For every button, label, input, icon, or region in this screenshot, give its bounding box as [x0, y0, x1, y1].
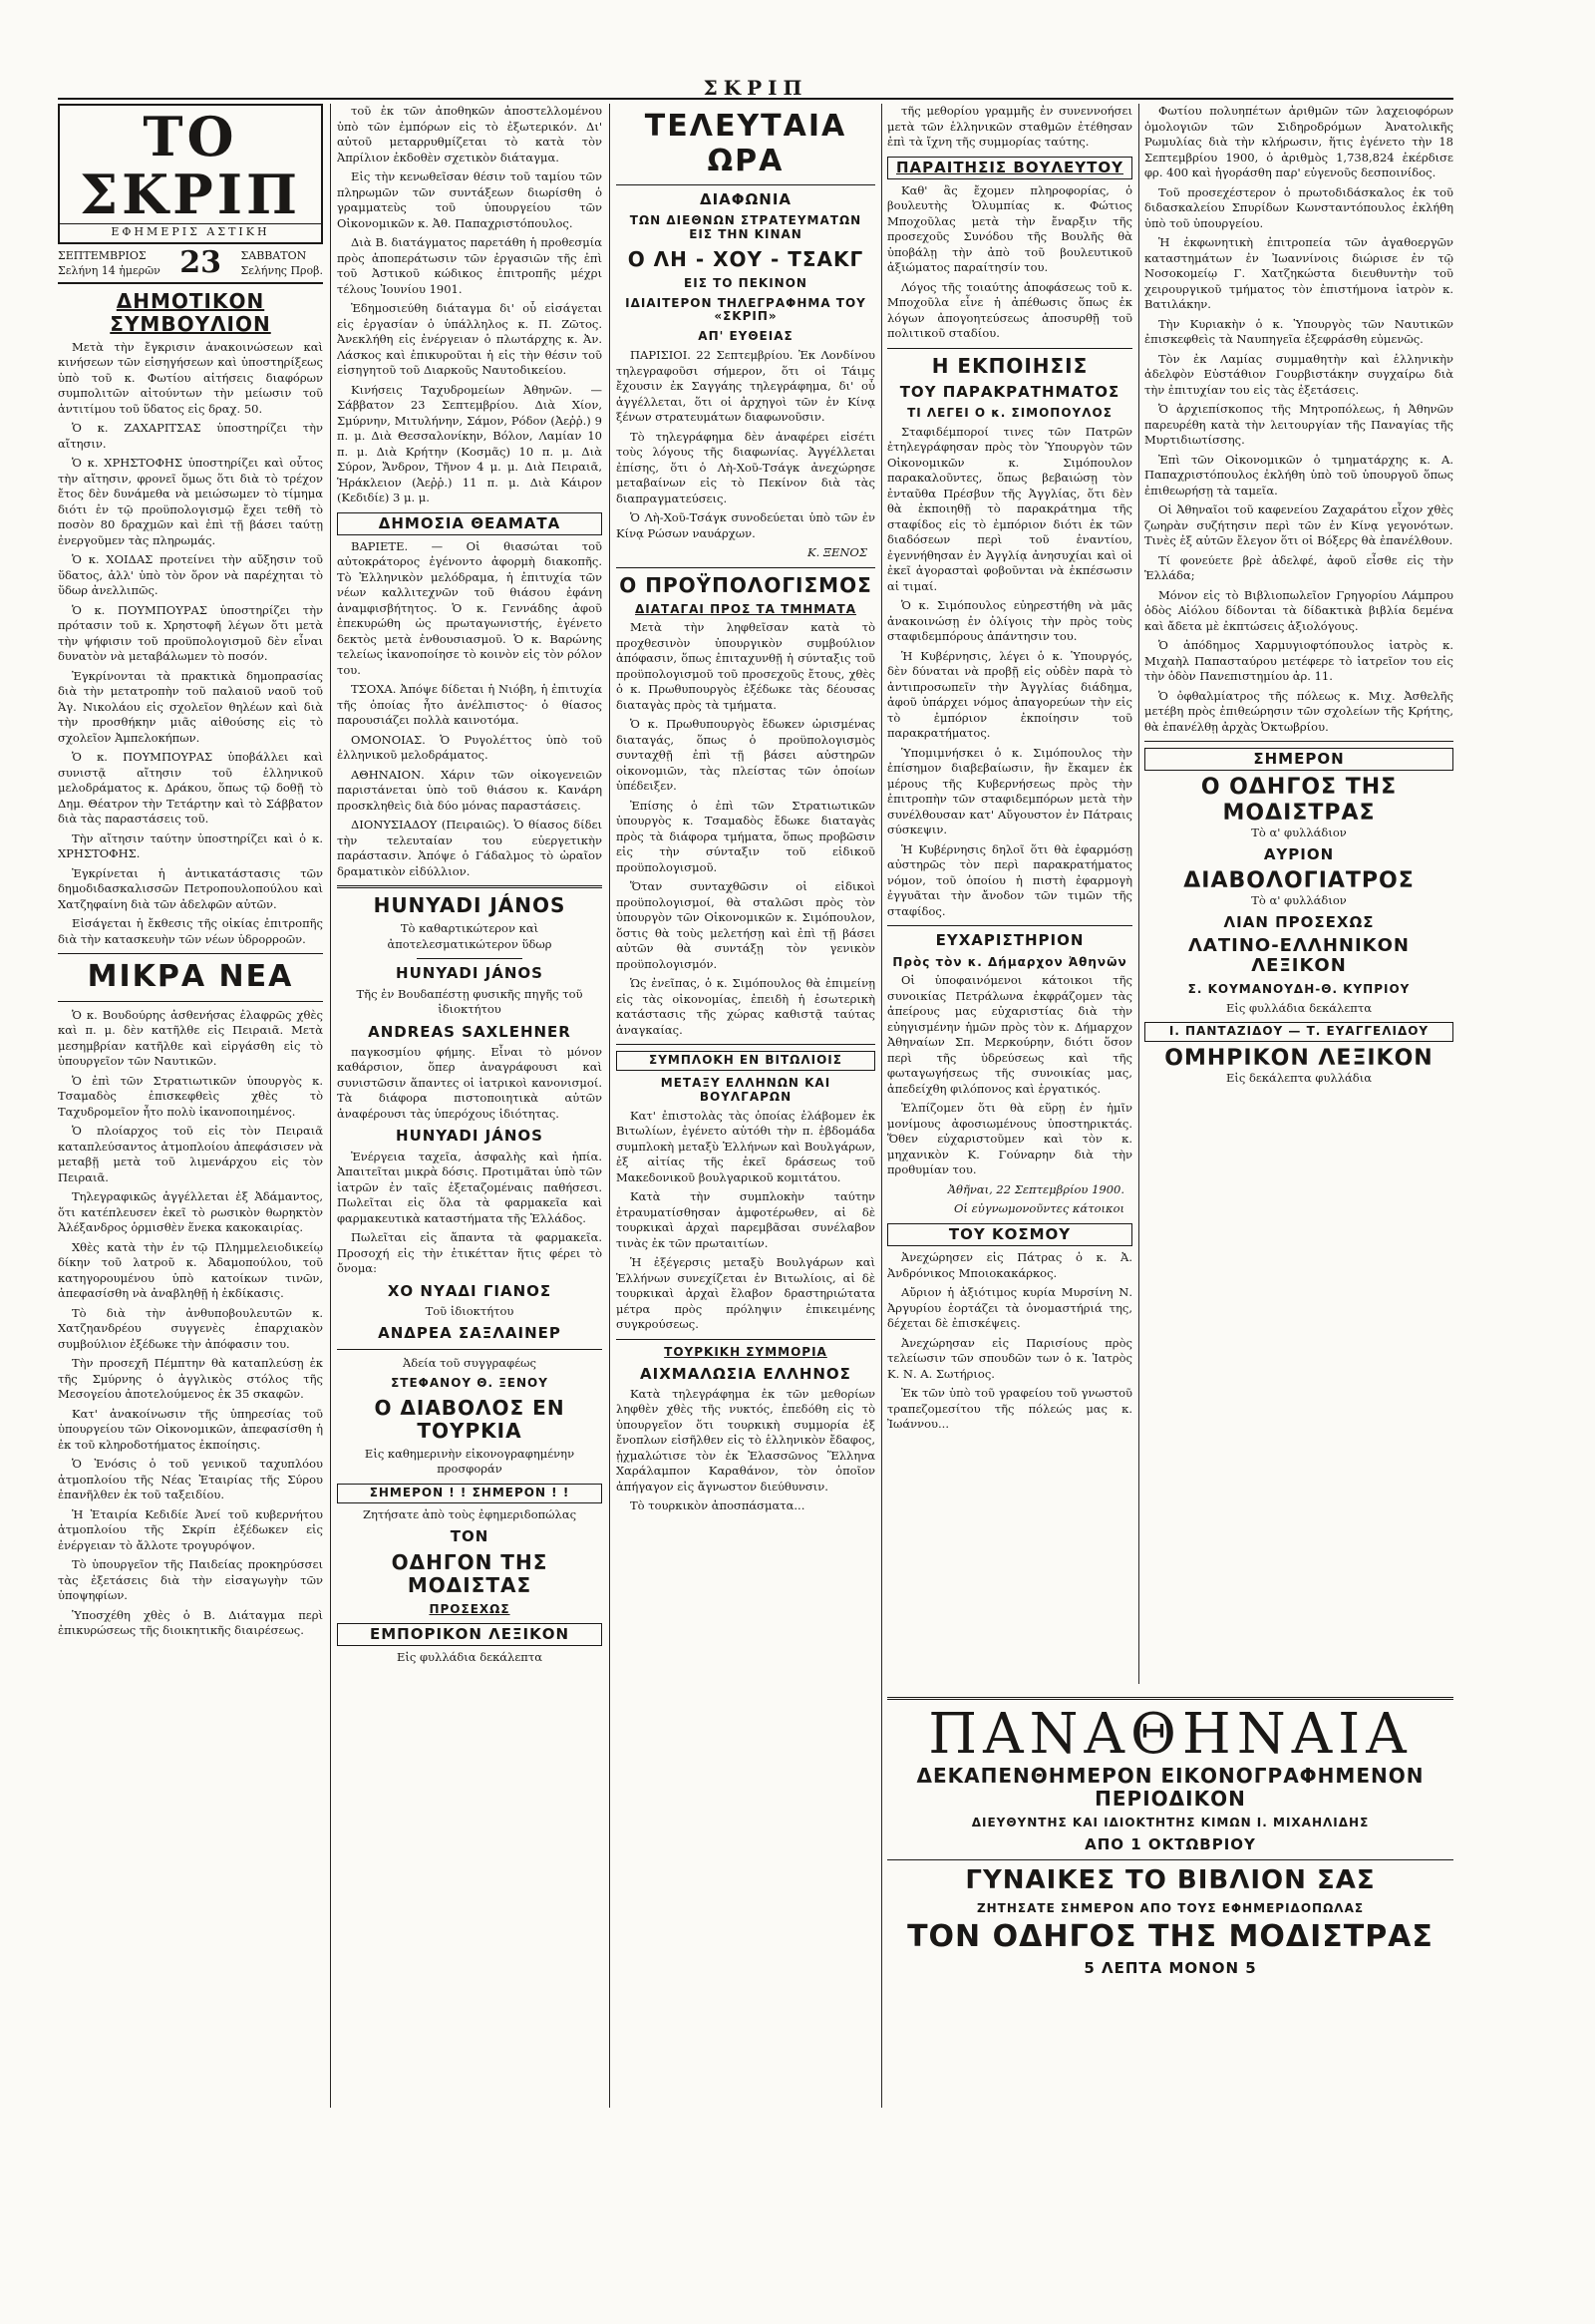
- article-paragraph: Μετὰ τὴν ληφθεῖσαν κατὰ τὸ προχθεσινὸν ὑπουργικὸν συμβούλιον ἀπόφασιν, ὅπως ἐπιταχυνθῇ ἡ σύνταξις τοῦ προϋπολογισμοῦ τοῦ προσεχοῦς ἔτους, χθὲς ὁ κ. Πρωθυπουργὸς ἐξέδωκε τὰς δέουσας διαταγὰς πρὸς τὰ τμήματα.: [616, 620, 875, 712]
- heading-ekpoiisis: Η ΕΚΠΟΙΗΣΙΣ: [931, 353, 1089, 378]
- article-paragraph: Ἐπίσης ὁ ἐπὶ τῶν Στρατιωτικῶν ὑπουργὸς κ. Τσαμαδὸς ἔδωκε διαταγὰς πρὸς τὰ διάφορα τμήματα, ὅπως προβῶσιν εἰς τὴν σύνταξιν τοῦ εἰδικοῦ προϋπολογισμοῦ.: [616, 798, 875, 874]
- divider: [616, 184, 875, 185]
- divider: [887, 1697, 1453, 1700]
- ad-hunyadi-title: HUNYADI JÁNOS: [396, 1127, 543, 1146]
- ad-lexikon: ΕΜΠΟΡΙΚΟΝ ΛΕΞΙΚΟΝ: [337, 1623, 602, 1646]
- article-paragraph: Ὁ ὀφθαλμίατρος τῆς πόλεως κ. Μιχ. Ἀσθελῆς μετέβη πρὸς ἐπιθεώρησιν τῶν σχολείων τῆς Κρήτης, θὰ ἐπανέλθῃ ἀρχὰς Ὀκτωβρίου.: [1144, 688, 1453, 734]
- article-paragraph: Καθ' ἃς ἔχομεν πληροφορίας, ὁ βουλευτὴς Ὀλυμπίας κ. Φώτιος Μποχοῦλας μετὰ τὴν ἔναρξιν τῆς προσεχοῦς Συνόδου τῆς Βουλῆς θὰ ὑποβάλῃ τὴν ἀπὸ τοῦ βουλευτικοῦ ἀξιώματος παραίτησίν του.: [887, 182, 1132, 275]
- ad-hunyadi-title: HUNYADI JÁNOS: [373, 893, 566, 918]
- ad-koumano: Σ. ΚΟΥΜΑΝΟΥΔΗ-Θ. ΚΥΠΡΙΟΥ: [1187, 982, 1411, 997]
- news-item: Ὁ Ἐνόσις ὁ τοῦ γενικοῦ ταχυπλόου ἀτμοπλοίου τῆς Νέας Ἑταιρίας τῆς Σύρου ἐπανῆλθεν ἐκ τοῦ ταξειδίου.: [58, 1457, 323, 1501]
- ad-text: Ζητήσατε ἀπὸ τοὺς ἐφημεριδοπώλας: [362, 1506, 577, 1521]
- ad-diavolos: Ο ΔΙΑΒΟΛΟΣ ΕΝ ΤΟΥΡΚΙΑ: [374, 1395, 565, 1443]
- ad-panathinaia-sub: ΔΕΚΑΠΕΝΘΗΜΕΡΟΝ ΕΙΚΟΝΟΓΡΑΦΗΜΕΝΟΝ ΠΕΡΙΟΔΙΚΟΝ: [916, 1763, 1425, 1811]
- news-item: Τὴν προσεχῆ Πέμπτην θὰ καταπλεύσῃ ἐκ τῆς Σμύρνης ὁ ἀγγλικὸς στόλος τῆς Μεσογείου ἀποτελούμενος ἐκ 35 σκαφῶν.: [58, 1356, 323, 1401]
- date-month: ΣΕΠΤΕΜΒΡΙΟΣ: [58, 248, 147, 262]
- ad-pantazidou: Ι. ΠΑΝΤΑΖΙΔΟΥ — Τ. ΕΥΑΓΓΕΛΙΔΟΥ: [1144, 1022, 1453, 1042]
- ad-odigon: ΟΔΗΓΟΝ ΤΗΣ ΜΟΔΙΣΤΑΣ: [391, 1550, 548, 1598]
- article-paragraph: Ἡ Κυβέρνησις, λέγει ὁ κ. Ὑπουργός, δὲν δύναται νὰ προβῇ εἰς οὐδὲν παρὰ τὸ ἀντιπροσωπεῖν τὴν Ἀγγλίας διάδημα, ἀφοῦ ὑπάρχει νόμος ἀπαγορεύων τὴν εἰς τὸ ἐμπόριον ἐκποίησιν τοῦ παρακρατήματος.: [887, 648, 1132, 741]
- article-paragraph: Οἱ Ἀθηναῖοι τοῦ καφενείου Ζαχαράτου εἶχον χθὲς ζωηρὰν συζήτησιν περὶ τῶν ἐν Κίνᾳ γεγονότων. Τινὲς ἐξ αὐτῶν ἔλεγον ὅτι οἱ Βόξερς θὰ ἐπανέλθουν.: [1144, 502, 1453, 547]
- article-paragraph: Ὁ Λὴ-Χοῦ-Τσάγκ συνοδεύεται ὑπὸ τῶν ἐν Κίνᾳ Ρώσων ναυάρχων.: [616, 510, 875, 540]
- article-paragraph: Ὁ ἀρχιεπίσκοπος τῆς Μητροπόλεως, ἡ Ἀθηνῶν παρευρέθη κατὰ τὴν λειτουργίαν τῆς Παναγίας τῆς Μυρτιδιωτίσσης.: [1144, 402, 1453, 447]
- ad-guide: ΤΟΝ ΟΔΗΓΟΣ ΤΗΣ ΜΟΔΙΣΤΡΑΣ: [907, 1918, 1434, 1954]
- divider: [616, 567, 875, 568]
- article-paragraph: ΤΣΟΧΑ. Ἀπόψε δίδεται ἡ Νιόβη, ἡ ἐπιτυχία τῆς ὁποίας ἦτο ἀνέλπιστος· ὁ θίασος παρουσιάζει πολλὰ καινοτόμα.: [337, 682, 602, 728]
- signature: Οἱ εὐγνωμονοῦντες κάτοικοι: [954, 1201, 1124, 1216]
- heading-tou-kosmou: ΤΟΥ ΚΟΣΜΟΥ: [887, 1223, 1132, 1246]
- article-paragraph: Οἱ ὑποφαινόμενοι κάτοικοι τῆς συνοικίας Πετράλωνα ἐκφράζομεν τὰς ἀπείρους μας εὐχαριστίας διὰ τὴν εὐηγισμένην ἡμῶν πρὸς τὸν κ. Δήμαρχον Ἀθηναίων Σπ. Μερκούρην, διότι ὅσον περὶ τῆς ὑδρεύσεως καὶ τῆς φωταγωγήσεως τῆς συνοικίας μας, ἀπεδείχθη φιλόπονος καὶ ἐργατικός.: [887, 973, 1132, 1096]
- ad-text: Εἰς καθημερινὴν εἰκονογραφημένην προσφοράν: [364, 1446, 575, 1477]
- running-head: ΣΚΡΙΠ: [703, 78, 808, 100]
- article-paragraph: Ἀνεχώρησεν εἰς Πάτρας ὁ κ. Ἀ. Ἀνδρόνικος Μποιοκακάρκος.: [887, 1250, 1132, 1280]
- heading-proypologismos: Ο ΠΡΟΫΠΟΛΟΓΙΣΜΟΣ: [619, 572, 872, 597]
- column-separator: [1138, 104, 1139, 1684]
- article-paragraph: Ἐπὶ τῶν Οἰκονομικῶν ὁ τμηματάρχης κ. Α. Παπαχριστόπουλος ἐκλήθη ὑπὸ τοῦ ὑπουργοῦ ὅπως ἐπιθεωρήσῃ τὰ ταμεῖα.: [1144, 452, 1453, 498]
- ad-lian: ΛΙΑΝ ΠΡΟΣΕΧΩΣ: [1223, 913, 1375, 932]
- article-paragraph: Αὔριον ἡ ἀξιότιμος κυρία Μυρσίνη Ν. Ἀργυρίου ἑορτάζει τὰ ὀνομαστήριά της, δέχεται δὲ ἐπισκέψεις.: [887, 1285, 1132, 1331]
- ad-text: Πωλεῖται εἰς ἅπαντα τὰ φαρμακεῖα. Προσοχή εἰς τὴν ἐτικέτταν ἥτις φέρει τὸ ὄνομα:: [337, 1230, 602, 1275]
- article-paragraph: Εἰς τὴν κενωθεῖσαν θέσιν τοῦ ταμίου τῶν πληρωμῶν τῶν συντάξεων διωρίσθη ὁ γραμματεὺς τοῦ ὑπουργείου τῶν Οἰκονομικῶν κ. Ἀθ. Παπαχριστόπουλος.: [337, 169, 602, 230]
- ad-panathinaia-editor: ΔΙΕΥΘΥΝΤΗΣ ΚΑΙ ΙΔΙΟΚΤΗΤΗΣ ΚΙΜΩΝ Ι. ΜΙΧΑΗΛΙΔΗΣ: [971, 1815, 1370, 1829]
- article-paragraph: Λόγος τῆς τοιαύτης ἀποφάσεως τοῦ κ. Μποχοῦλα εἶνε ἡ ἀπέθωσις ὅπως ἐκ λόγων ἀπογοητεύσεως ἀποσυρθῇ τοῦ πολιτικοῦ σταδίου.: [887, 279, 1132, 341]
- divider: [337, 1349, 602, 1350]
- article-paragraph: Τοῦ προσεχέστερον ὁ πρωτοδιδάσκαλος ἐκ τοῦ διδασκαλείου Σπυρίδων Κωνσταντόπουλος ἐκλήθη ὑπὸ τοῦ ὑπουργείου.: [1144, 184, 1453, 230]
- article-paragraph: ΔΙΟΝΥΣΙΑΔΟΥ (Πειραιῶς). Ὁ θίασος δίδει τὴν τελευταίαν του εὐεργετικὴν παράστασιν. Ἀπόψε ὁ Γάδαλμος τὸ ὡραῖον δραματικὸν εἰδύλλιον.: [337, 818, 602, 878]
- article-paragraph: Ὁ κ. ΧΡΗΣΤΟΦΗΣ ὑποστηρίζει καὶ οὗτος τὴν αἴτησιν, φρονεῖ ὅμως ὅτι διὰ τὸ τρέχον ἔτος δὲν δυνάμεθα νὰ μειώσωμεν τὸ τίμημα διότι ἐν τῷ προϋπολογισμῷ ἔχει τεθῆ τὸ ποσὸν 80 δραχμῶν καὶ ἐπὶ τῇ βάσει ταύτῃ ἐνεργοῦμεν τὰς πληρωμάς.: [58, 456, 323, 547]
- signature: Κ. ΞΕΝΟΣ: [806, 545, 867, 560]
- date-weekday: ΣΑΒΒΑΤΟΝ: [240, 248, 307, 262]
- article-paragraph: Ἡ ἐξέγερσις μεταξὺ Βουλγάρων καὶ Ἑλλήνων συνεχίζεται ἐν Βιτωλίοις, αἱ δὲ τουρκικαὶ ἀρχαὶ ἔλαβον δραστηριώτατα μέτρα πρὸς πρόληψιν ἐπικειμένης συγκρούσεως.: [616, 1255, 875, 1332]
- heading-tourkiki: ΤΟΥΡΚΙΚΗ ΣΥΜΜΟΡΙΑ: [664, 1344, 827, 1359]
- article-paragraph: Ὁ κ. ΠΟΥΜΠΟΥΡΑΣ ὑποστηρίζει τὴν πρότασιν τοῦ κ. Χρηστοφῆ λέγων ὅτι μετὰ τὴν ψήφισιν τοῦ προϋπολογισμοῦ δὲν εἶναι δυνατὸν νὰ μεταβάλωμεν τὸ ποσόν.: [58, 602, 323, 663]
- date-day: 23: [179, 245, 222, 281]
- divider: [1144, 741, 1453, 742]
- column-separator: [881, 104, 882, 2108]
- article-paragraph: τοῦ ἐκ τῶν ἀποθηκῶν ἀποστελλομένου ὑπὸ τῶν ἐμπόρων εἰς τὸ ἐξωτερικόν. Δι' αὐτοῦ μεταρρυθμίζεται τὸ κατὰ τὸν Ἀπρίλιον ἐκδοθὲν σχετικὸν διάταγμα.: [337, 104, 602, 165]
- heading-telegraphima: ΙΔΙΑΙΤΕΡΟΝ ΤΗΛΕΓΡΑΦΗΜΑ ΤΟΥ «ΣΚΡΙΠ»: [625, 295, 866, 324]
- ad-price: 5 ΛΕΠΤΑ ΜΟΝΟΝ 5: [1084, 1959, 1257, 1978]
- dateline-left: [58, 248, 160, 279]
- article-paragraph: Κινήσεις Ταχυδρομείων Ἀθηνῶν. — Σάββατον 23 Σεπτεμβρίου. Διὰ Χίον, Σμύρνην, Μιτυλήνην, Σάμον, Ρόδον (Ἀεῤῥ.) 9 π. μ. Διὰ Θεσσαλονίκην, Βόλον, Λαμίαν 10 π. μ. Διὰ Κρήτην (Κοσμᾶς) 10 π. μ. Διὰ Σύρον, Ἄνδρον, Τῆνον 4 μ. μ. Διὰ Πειραιᾶ, Ἡράκλειον (Ἀεῤῥ.) 11 π. μ. Διὰ Κάιρον (Κεδιδίε) 3 μ. μ.: [337, 382, 602, 504]
- heading-symploki: ΣΥΜΠΛΟΚΗ ΕΝ ΒΙΤΩΛΙΟΙΣ: [616, 1051, 875, 1071]
- column-separator: [330, 104, 331, 2108]
- ad-text: Τὸ καθαρτικώτερον καὶ ἀποτελεσματικώτερον ὕδωρ: [387, 921, 552, 951]
- ad-omiriko: ΟΜΗΡΙΚΟΝ ΛΕΞΙΚΟΝ: [1164, 1046, 1434, 1072]
- article-paragraph: Ἐκ τῶν ὑπὸ τοῦ γραφείου τοῦ γνωστοῦ τραπεζομεσίτου τῆς πόλεώς μας κ. Ἰωάννου...: [887, 1386, 1132, 1432]
- article-paragraph: Ἐγκρίνεται ἡ ἀντικατάστασις τῶν δημοδιδασκαλισσῶν Πετροπουλοπούλου καὶ Χατζηφαίνη διὰ τῶν ἀδελφῶν αὐτῶν.: [58, 865, 323, 911]
- article-paragraph: Ὁ κ. ΖΑΧΑΡΙΤΣΑΣ ὑποστηρίζει τὴν αἴτησιν.: [58, 421, 323, 451]
- divider: [887, 348, 1132, 349]
- divider: [417, 958, 522, 959]
- newspaper-page: [58, 78, 1453, 2122]
- article-paragraph: Φωτίου πολυηπέτων ἀριθμῶν τῶν λαχειοφόρων ὁμολογιῶν τῶν Σιδηροδρόμων Ἀνατολικῆς Ρωμυλίας διὰ τὴν κλήρωσιν, ἥτις ἐγένετο τὴν 18 Σεπτεμβρίου 1900, ὁ ἀριθμὸς 1,738,824 ἐκέρδισε φρ. 400 καὶ ἠγοράσθη παρ' εὐγενοῦς δεσποινίδος.: [1144, 104, 1453, 179]
- ad-latino: ΛΑΤΙΝΟ-ΕΛΛΗΝΙΚΟΝ ΛΕΞΙΚΟΝ: [1188, 934, 1410, 977]
- ad-hunyadi-title: HUNYADI JÁNOS: [396, 964, 543, 983]
- news-item: Χθὲς κατὰ τὴν ἐν τῷ Πλημμελειοδικείῳ δίκην τοῦ λατροῦ κ. Ἀδαμοπούλου, τοῦ κατηγορουμένου ὑπὸ κατοίκων τινῶν, ἀπεφασίσθη νὰ ἀναβληθῇ ἡ ἐκδίκασις.: [58, 1239, 323, 1300]
- heading-efxaristirion: ΕΥΧΑΡΙΣΤΗΡΙΟΝ: [935, 931, 1085, 950]
- ad-ton: ΤΟΝ: [450, 1527, 489, 1546]
- moon-info: Σελήνη 14 ἡμερῶν: [58, 264, 160, 277]
- sun-info: Σελήνης Προβ.: [240, 264, 323, 277]
- article-paragraph: ΒΑΡΙΕΤΕ. — Οἱ θιασώται τοῦ αὐτοκράτορος ἐγένοντο ἀφορμὴ διακοπῆς. Τὸ Ἑλληνικὸν μελόδραμα, ἡ ἐπιτυχία τῶν νέων καλλιτεχνῶν τοῦ θιάσου ἐφάνη ἀναμφισβήτητος. Ὁ κ. Γεννάδης ἀφοῦ ἐπεκυρώθη ὡς πρωταγωνιστής, ἐγένετο δεκτὸς μετὰ ἐνθουσιασμοῦ. Ὁ κ. Βαρώνης τελείως ἱκανοποίησε τὸ κοινὸν εἰς τὸν ρόλον του.: [337, 538, 602, 677]
- ad-text: Ἐνέργεια ταχεῖα, ἀσφαλὴς καὶ ἠπία. Ἀπαιτεῖται μικρὰ δόσις. Προτιμᾶται ὑπὸ τῶν ἰατρῶν ἐν ταῖς ἐξεταζομέναις παθήσεσι. Πωλεῖται εἰς ὅλα τὰ φαρμακεῖα καὶ φαρμακευτικὰ καταστήματα τῆς Ἑλλάδος.: [337, 1149, 602, 1225]
- heading-theamata: ΔΗΜΟΣΙΑ ΘΕΑΜΑΤΑ: [337, 512, 602, 535]
- article-paragraph: Ὁ κ. Σιμόπουλος εὐηρεστήθη νὰ μᾶς ἀνακοινώσῃ ἐν ὀλίγοις τὴν πρὸς τοὺς σταφιδεμπόρους ἀπάντησιν του.: [887, 598, 1132, 644]
- article-paragraph: Μετὰ τὴν ἔγκρισιν ἀνακοινώσεων καὶ κινήσεων τῶν εἰσηγήσεων καὶ ὑποστηρίξεως ὑπὸ τοῦ κ. Φωτίου αἰτήσεις διαφόρων συμπολιτῶν αἰτούντων τὴν μείωσιν τοῦ ἀντιτίμου τοῦ ὕδατος εἰς δραχ. 50.: [58, 339, 323, 416]
- article-paragraph: ΠΑΡΙΣΙΟΙ. 22 Σεπτεμβρίου. Ἐκ Λονδίνου τηλεγραφοῦσι σήμερον, ὅτι οἱ Τάιμς ἔχουσιν ἐκ Σαγγάης τηλεγράφημα, δι' οὗ ἀγγέλλεται, ὅτι οἱ ἀρχηγοὶ τῶν ἐν Κίνᾳ ξένων στρατευμάτων διαφωνοῦσιν.: [616, 348, 875, 425]
- heading-diafonia: ΔΙΑΦΩΝΙΑ: [699, 190, 793, 208]
- article-paragraph: Κατ' ἐπιστολὰς τὰς ὁποίας ἐλάβομεν ἐκ Βιτωλίων, ἐγένετο αὐτόθι τὴν π. ἑβδομάδα συμπλοκὴ μεταξὺ Ἑλλήνων καὶ Βουλγάρων, ἐξ αἰτίας τῆς ἐκεῖ δράσεως τοῦ Μακεδονικοῦ βουλγαρικοῦ κομιτάτου.: [616, 1108, 875, 1184]
- divider: [616, 1044, 875, 1045]
- heading-teleftaia-ora: ΤΕΛΕΥΤΑΙΑ ΩΡΑ: [644, 109, 847, 178]
- article-paragraph: Ὑπομιμνήσκει ὁ κ. Σιμόπουλος τὴν ἐπίσημον διαβεβαίωσιν, ἣν ἔκαμεν ἐκ μέρους τῆς Κυβερνήσεως πρὸς τὴν ἐπιτροπὴν τῶν σταφιδεμπόρων μετὰ τὴν συνέλθουσαν κατ' Αὔγουστον ἐν Πάτραις σύσκεψιν.: [887, 745, 1132, 837]
- article-paragraph: Ἐγκρίνονται τὰ πρακτικὰ δημοπρασίας διὰ τὴν μετατροπὴν τοῦ παλαιοῦ ναοῦ τοῦ Ἁγ. Νικολάου εἰς σχολεῖον θηλέων καὶ διὰ τὴν προσθήκην μιᾶς αἰθούσης εἰς τὸ σχολεῖον Ἀμπελοκήπων.: [58, 668, 323, 745]
- ad-label: ΑΝΔΡΕΑ ΣΑΞΛΑΙΝΕΡ: [378, 1324, 561, 1343]
- divider: [58, 953, 323, 954]
- article-paragraph: Ὡς ἐνεῖπας, ὁ κ. Σιμόπουλος θὰ ἐπιμείνῃ εἰς τὰς οἰκονομίας, ἐπειδὴ ἡ ἐσωτερικὴ κατάστασις τῆς χώρας καθιστᾷ ταύτας ἀναγκαίας.: [616, 976, 875, 1037]
- page-rule: [58, 98, 1453, 100]
- divider: [58, 1001, 323, 1002]
- dateline: [58, 245, 323, 284]
- ad-text: Εἰς φυλλάδια δεκάλεπτα: [1225, 1000, 1372, 1015]
- ad-label: ΧΟ ΝΥΑΔΙ ΓΙΑΝΟΣ: [387, 1281, 552, 1300]
- ad-text: Εἰς δεκάλεπτα φυλλάδια: [1225, 1071, 1372, 1086]
- article-paragraph: Κατὰ τηλεγράφημα ἐκ τῶν μεθορίων ληφθὲν χθὲς τῆς νυκτός, ἐπεδόθη εἰς τὸ ὑπουργεῖον ὅτι τουρκικὴ συμμορία ἐξ ἔνοπλων εἰσῆλθεν εἰς τὸ ἑλληνικὸν ἔδαφος, ᾐχμαλώτισε τὸν ἐκ Ἐλασσῶνος Ἕλληνα Χαράλαμπον Καραθάνον, τὸν ὁποῖον ἀπήγαγον εἰς ἄγνωστον διεύθυνσιν.: [616, 1386, 875, 1494]
- ad-prosexos: ΠΡΟΣΕΧΩΣ: [429, 1602, 510, 1617]
- ad-odigos: Ο ΟΔΗΓΟΣ ΤΗΣ ΜΟΔΙΣΤΡΑΣ: [1200, 775, 1398, 826]
- heading-ti-legei: ΤΙ ΛΕΓΕΙ Ο κ. ΣΙΜΟΠΟΥΛΟΣ: [907, 406, 1113, 420]
- masthead-subtitle: ΕΦΗΜΕΡΙΣ ΑΣΤΙΚΗ: [60, 223, 321, 240]
- heading-metaxy: ΜΕΤΑΞΥ ΕΛΛΗΝΩΝ ΚΑΙ ΒΟΥΛΓΑΡΩΝ: [660, 1076, 831, 1104]
- column-1: [58, 104, 323, 2108]
- article-paragraph: Ὁ κ. ΧΟΙΔΑΣ προτείνει τὴν αὔξησιν τοῦ ὕδατος, ἀλλ' ὑπὸ τὸν ὅρον νὰ παρέχηται τὸ ὕδωρ ἀνελλιπῶς.: [58, 552, 323, 597]
- heading-dimotikon: ΔΗΜΟΤΙΚΟΝ ΣΥΜΒΟΥΛΙΟΝ: [110, 288, 271, 336]
- article-paragraph: Μόνον εἰς τὸ Βιβλιοπωλεῖον Γρηγορίου Λάμπρου ὁδὸς Αἰόλου δίδονται τὰ δίδακτικὰ βιβλία δεμένα καὶ ἄδετα μὲ ἐκπτώσεις ἀξιολόγους.: [1144, 587, 1453, 633]
- heading-ekpoiisis-sub: ΤΟΥ ΠΑΡΑΚΡΑΤΗΜΑΤΟΣ: [899, 382, 1120, 401]
- ad-text: Τὸ α' φυλλάδιον: [1251, 825, 1347, 839]
- article-paragraph: Ὅταν συνταχθῶσιν οἱ εἰδικοὶ προϋπολογισμοί, θὰ σταλῶσι πρὸς τὸν ὑπουργὸν τῶν Οἰκονομικῶν κ. Σιμόπουλον, ὅστις θὰ τοὺς μελετήσῃ καὶ ἐπὶ τῇ βάσει αὐτῶν θὰ συντάξῃ τὸν γενικὸν προϋπολογισμόν.: [616, 879, 875, 971]
- heading-diatagai: ΔΙΑΤΑΓΑΙ ΠΡΟΣ ΤΑ ΤΜΗΜΑΤΑ: [634, 601, 857, 616]
- heading-pros-dimarxon: Πρὸς τὸν κ. Δήμαρχον Ἀθηνῶν: [892, 954, 1127, 969]
- news-item: Ἡ Ἑταιρία Κεδιδίε Ἀνεί τοῦ κυβερνήτου ἀτμοπλοίου τῆς Σκρίπ ἐξέδωκεν εἰς ἐνέργειαν τὸ ἄλλοτε τρογυρόψον.: [58, 1506, 323, 1552]
- ad-text: Εἰς φυλλάδια δεκάλεπτα: [396, 1650, 542, 1665]
- masthead-name: ΤΟ ΣΚΡΙΠ: [80, 105, 301, 226]
- article-paragraph: Ὁ κ. Πρωθυπουργὸς ἔδωκεν ὡρισμένας διαταγάς, ὅπως ὁ προϋπολογισμὸς συνταχθῇ ἐπὶ τῇ βάσει αὐστηρῶν οἰκονομιῶν, τὰς πλείστας τῶν ὁποίων ὑπέδειξεν.: [616, 717, 875, 794]
- article-paragraph: Τὸ τηλεγράφημα δὲν ἀναφέρει εἰσέτι τοὺς λόγους τῆς διαφωνίας. Ἀγγέλλεται ἐπίσης, ὅτι ὁ Λὴ-Χοῦ-Τσάγκ ἀνεχώρησε μεταβαίνων εἰς τὸ Πεκίνον διὰ τὰς διαπραγματεύσεις.: [616, 429, 875, 505]
- heading-paraitisis: ΠΑΡΑΙΤΗΣΙΣ ΒΟΥΛΕΥΤΟΥ: [887, 157, 1132, 179]
- ad-panathinaia-title: ΠΑΝΑΘΗΝΑΙΑ: [928, 1702, 1413, 1767]
- news-item: Τὸ διὰ τὴν ἀνθυποβουλευτῶν κ. Χατζηανδρέου συγγενὲς ἐπαρχιακὸν συμβούλιον ἐξέδωκε τὴν ἀπόφασιν του.: [58, 1305, 323, 1351]
- ad-text: Ἀδεία τοῦ συγγραφέως: [403, 1355, 536, 1370]
- ad-owner: ANDREAS SAXLEHNER: [368, 1022, 571, 1041]
- article-paragraph: ΑΘΗΝΑΙΟΝ. Χάριν τῶν οἰκογενειῶν παριστάνεται ὑπὸ τοῦ θιάσου κ. Κανάρη προσκληθεὶς διὰ δύο μόνας παραστάσεις.: [337, 767, 602, 813]
- divider: [337, 885, 602, 888]
- dateline-place: Ἀθῆναι, 22 Σεπτεμβρίου 1900.: [947, 1181, 1124, 1196]
- ad-avrion: ΑΥΡΙΟΝ: [1263, 845, 1335, 864]
- heading-li-sub: ΕΙΣ ΤΟ ΠΕΚΙΝΟΝ: [684, 275, 807, 290]
- ad-women: ΓΥΝΑΙΚΕΣ ΤΟ ΒΙΒΛΙΟΝ ΣΑΣ: [965, 1864, 1376, 1895]
- ad-panathinaia: [887, 1691, 1453, 2100]
- article-paragraph: Ὁ ἀπόδημος Χαρμυγιοφτόπουλος ἰατρὸς κ. Μιχαὴλ Παπασταύρου μετέφερε τὸ ἰατρεῖον του εἰς τὴν ὁδὸν Πανεπιστημίου ἀρ. 11.: [1144, 638, 1453, 683]
- article-paragraph: Ἡ ἐκφωνητικὴ ἐπιτροπεία τῶν ἀγαθοεργῶν καταστημάτων ἐν Ἰωαννίνοις διώρισε ἐν τῷ Νοσοκομείῳ Γ. Χατζηκώστα διευθυντὴν τοῦ χειρουργικοῦ τμήματος τὸν ἐπιστήμονα ἰατρὸν κ. Βατιλάκην.: [1144, 235, 1453, 311]
- ad-text: Τὸ α' φυλλάδιον: [1251, 892, 1347, 907]
- ad-text: Τοῦ ἰδιοκτήτου: [425, 1303, 514, 1318]
- divider: [616, 1339, 875, 1340]
- heading-ap-eftheias: ΑΠ' ΕΥΘΕΙΑΣ: [698, 329, 794, 344]
- news-item: Τὸ ὑπουργεῖον τῆς Παιδείας προκηρύσσει τὰς ἐξετάσεις διὰ τὴν εἰσαγωγὴν τῶν ὑποψηφίων.: [58, 1557, 323, 1602]
- column-5: [1144, 104, 1453, 1684]
- column-3: [616, 104, 875, 2108]
- article-paragraph: Ἡ Κυβέρνησις δηλοῖ ὅτι θὰ ἐφαρμόσῃ αὐστηρῶς τὸν περὶ παρακρατήματος νόμον, τοῦ ὁποίου ἡ πιστὴ ἐφαρμογὴ ἐγγυᾶται τὴν ἄνοδον τῶν τιμῶν τῆς σταφίδος.: [887, 841, 1132, 918]
- divider: [887, 925, 1132, 926]
- news-item: Ὁ ἐπὶ τῶν Στρατιωτικῶν ὑπουργὸς κ. Τσαμαδὸς ἐπισκεφθεὶς χθὲς τὸ Ταχυδρομεῖον ἦτο πολὺ ἱκανοποιημένος.: [58, 1073, 323, 1119]
- article-paragraph: ΟΜΟΝΟΙΑΣ. Ὁ Ρυγολέττος ὑπὸ τοῦ ἑλληνικοῦ μελοδράματος.: [337, 732, 602, 763]
- ad-diavologiatros: ΔΙΑΒΟΛΟΓΙΑΤΡΟΣ: [1183, 867, 1415, 893]
- heading-diafonia-sub: ΤΩΝ ΔΙΕΘΝΩΝ ΣΤΡΑΤΕΥΜΑΤΩΝ ΕΙΣ ΤΗΝ ΚΙΝΑΝ: [629, 213, 862, 242]
- article-paragraph: Ὁ κ. ΠΟΥΜΠΟΥΡΑΣ ὑποβάλλει καὶ συνιστᾷ αἴτησιν τοῦ ἑλληνικοῦ μελοδράματος κ. Δράκου, ὅπως τῷ δοθῇ τὸ Δημ. Θέατρον τὴν Τετάρτην καὶ τὸ Σάββατον διὰ τὰς παραστάσεις τοῦ.: [58, 750, 323, 826]
- divider: [887, 1859, 1453, 1860]
- ad-panathinaia-from: ΑΠΟ 1 ΟΚΤΩΒΡΙΟΥ: [1085, 1834, 1256, 1853]
- article-paragraph: Ἐλπίζομεν ὅτι θὰ εὕρῃ ἐν ἡμῖν μονίμους ἀφοσιωμένους ὑποστηρικτάς. Ὅθεν εὐχαριστοῦμεν καὶ τὸν κ. μηχανικὸν Κ. Γούναρην διὰ τὴν προθυμίαν του.: [887, 1101, 1132, 1177]
- ad-simeron: ΣΗΜΕΡΟΝ: [1144, 748, 1453, 771]
- heading-li: Ο ΛΗ - ΧΟΥ - ΤΣΑΚΓ: [627, 246, 864, 271]
- article-paragraph: Τὴν Κυριακὴν ὁ κ. Ὑπουργὸς τῶν Ναυτικῶν ἐπισκεφθεὶς τὰ Ναυπηγεῖα ἐξεφράσθη εὐμενῶς.: [1144, 316, 1453, 346]
- ad-simeron: ΣΗΜΕΡΟΝ ! ! ΣΗΜΕΡΟΝ ! !: [337, 1484, 602, 1503]
- article-paragraph: Τὸν ἐκ Λαμίας συμμαθητὴν καὶ ἑλληνικὴν ἀδελφὸν Εὐστάθιον Γουρβιστάκην συγχαίρω διὰ τὴν ἐπιτυχίαν του εἰς τὰς ἐξετάσεις.: [1144, 351, 1453, 397]
- article-paragraph: Διὰ Β. διατάγματος παρετάθη ἡ προθεσμία πρὸς ἀποπεράτωσιν τῶν ἐργασιῶν τῆς ἐπὶ τοῦ Ἀστικοῦ κώδικος ἐπιτροπῆς μέχρι τέλους Ἰουνίου 1901.: [337, 235, 602, 296]
- article-paragraph: Ἀνεχώρησαν εἰς Παρισίους πρὸς τελείωσιν τῶν σπουδῶν των ὁ κ. Ἰατρὸς Κ. Ν. Α. Σωτήριος.: [887, 1335, 1132, 1381]
- ad-ask: ΖΗΤΗΣΑΤΕ ΣΗΜΕΡΟΝ ΑΠΟ ΤΟΥΣ ΕΦΗΜΕΡΙΔΟΠΩΛΑΣ: [976, 1900, 1365, 1915]
- news-item: Ὁ κ. Βουδούρης ἀσθενήσας ἐλαφρῶς χθὲς καὶ π. μ. δὲν κατῆλθε εἰς Πειραιᾶ. Μετὰ μεσημβρίαν κατῆλθε καὶ εἰργάσθη εἰς τὸ ὑπουργεῖον τῶν Ναυτικῶν.: [58, 1007, 323, 1068]
- article-paragraph: Κατὰ τὴν συμπλοκὴν ταύτην ἐτραυματίσθησαν ἀμφοτέρωθεν, αἱ δὲ τουρκικαὶ ἀρχαὶ παρεμβᾶσαι συνέλαβον τινὰς ἐκ τῶν πρωταιτίων.: [616, 1189, 875, 1250]
- masthead: [58, 104, 323, 244]
- ad-text: παγκοσμίου φήμης. Εἶναι τὸ μόνον καθάρσιον, ὅπερ ἀναγράφουσι καὶ συνιστῶσιν ἅπαντες οἱ ἰατρικοὶ κανονισμοί. Τὰ διάφορα πιστοποιητικὰ αὐτῶν ἀναφέρουσι τὰς ὑπερόχους ἰδιότητας.: [337, 1044, 602, 1121]
- news-item: Κατ' ἀνακοίνωσιν τῆς ὑπηρεσίας τοῦ ὑπουργείου τῶν Οἰκονομικῶν, ἀπεφασίσθη ἡ ἐκ τοῦ κληροδοτήματος ἐκποίησις.: [58, 1406, 323, 1452]
- news-item: Ὁ πλοίαρχος τοῦ εἰς τὸν Πειραιᾶ καταπλεύσαντος ἀτμοπλοίου ἀπεφάσισεν νὰ μεταβῇ μετὰ τοῦ λιμενάρχου εἰς τὸν Πειραιᾶ.: [58, 1124, 323, 1184]
- column-separator: [609, 104, 610, 2108]
- news-item: Ὑποσχέθη χθὲς ὁ Β. Διάταγμα περὶ ἐπικυρώσεως τῆς διοικητικῆς διαιρέσεως.: [58, 1607, 323, 1637]
- ad-text: Τῆς ἐν Βουδαπέστῃ φυσικῆς πηγῆς τοῦ ἰδιοκτήτου: [356, 986, 583, 1016]
- column-4: [887, 104, 1132, 1684]
- heading-aixmalosia: ΑΙΧΜΑΛΩΣΙΑ ΕΛΛΗΝΟΣ: [640, 1364, 851, 1383]
- article-paragraph: Εἰσάγεται ἡ ἔκθεσις τῆς οἰκίας ἐπιτροπῆς διὰ τὴν κατασκευὴν τῶν νέων ὑδρορροῶν.: [58, 916, 323, 946]
- article-paragraph: Ἐδημοσιεύθη διάταγμα δι' οὗ εἰσάγεται εἰς ἐργασίαν ὁ ὑπάλληλος κ. Π. Ζῶτος. Ἀνεκλήθη εἰς ἐνέργειαν ὁ πλωτάρχης κ. Ἀν. Λάσκος καὶ ἐπικυροῦται ἡ εἰς τὴν θέσιν τοῦ εἰσηγητοῦ τοῦ Διαρκοῦς Ναυτοδικείου.: [337, 301, 602, 377]
- dateline-right: [240, 248, 323, 279]
- article-paragraph: Σταφιδέμποροί τινες τῶν Πατρῶν ἐτηλεγράφησαν πρὸς τὸν Ὑπουργὸν τῶν Οἰκονομικῶν κ. Σιμόπουλον παρακαλοῦντες, ὅπως βεβαιώσῃ τὸν ἐνταῦθα Πρέσβυν τῆς Ἀγγλίας, ὅτι δὲν θὰ ἐκποιηθῇ τὸ παρακράτημα τῆς σταφίδος εἰς τὸ ἐμπόριον διότι ἐκ τῶν διαδόσεων περὶ τοῦ ἐναντίου, ἐγεννήθησαν ἐν Ἀγγλίᾳ ἀνησυχίαι καὶ οἱ ἐκεῖ ἀγορασταὶ φοβοῦνται νὰ ἐκπέσωσιν αἱ τιμαί.: [887, 424, 1132, 593]
- article-paragraph: τῆς μεθορίου γραμμῆς ἐν συνεννοήσει μετὰ τῶν ἑλληνικῶν σταθμῶν ἐτέθησαν ἐπὶ τὰ ἴχνη τῆς συμμορίας ταύτης.: [887, 104, 1132, 149]
- news-item: Τηλεγραφικῶς ἀγγέλλεται ἐξ Ἀδάμαντος, ὅτι κατέπλευσεν ἐκεῖ τὸ ρωσικὸν θωρηκτὸν Ἀλέξανδρος ὁρμισθὲν ἕνεκα κακοκαιρίας.: [58, 1189, 323, 1234]
- article-paragraph: Τί φονεύετε βρὲ ἀδελφέ, ἀφοῦ εἶσθε εἰς τὴν Ἑλλάδα;: [1144, 552, 1453, 582]
- ad-author: ΣΤΕΦΑΝΟΥ Θ. ΞΕΝΟΥ: [391, 1376, 548, 1390]
- article-paragraph: Τὸ τουρκικὸν ἀποσπάσματα...: [630, 1498, 805, 1513]
- column-2: [337, 104, 602, 2108]
- ad-block-modistras: [1144, 748, 1453, 1087]
- heading-mikra-nea: ΜΙΚΡΑ ΝΕΑ: [87, 959, 294, 994]
- article-paragraph: Τὴν αἴτησιν ταύτην ὑποστηρίζει καὶ ὁ κ. ΧΡΗΣΤΟΦΗΣ.: [58, 830, 323, 860]
